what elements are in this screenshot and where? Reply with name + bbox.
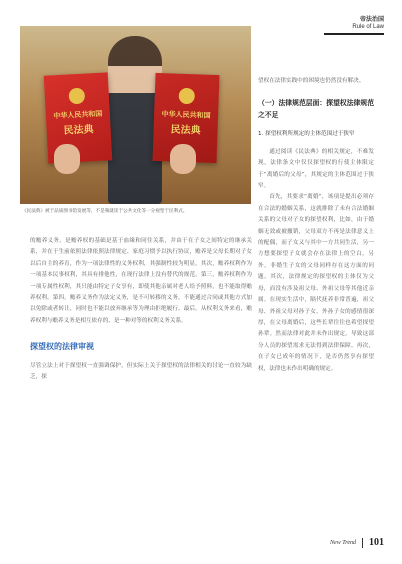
right-column [258, 76, 374, 375]
body-paragraph: 首先，其要求“离婚”，该项是提出必须存在合法的婚姻关系，这就排除了未有合法婚姻关系的父母对子女的探望权利，比如，由于婚姻无效或被撤销，父母双方不再是法律意义上的配偶，而子女又与其中一方共同生活，另一方想要探望子女就会存在法律上的空白。另外，非婚生子女的父母同样存在这方面的问题。其次，法律规定的探望权的主体仅为父母，而没有涉及祖父母、外祖父母等其他近亲属。在现实生活中，隔代抚养非常普遍，祖父母、外祖父母对孙子女、外孙子女的感情很深厚，在父母离婚后，这些长辈往往也希望探望孙辈。然而法律对此并未作出规定，导致这部分人员的探望需求无法得到法律保障。再次，在子女已成年的情况下，是否仍然享有探望权，法律也未作出明确的规定。 [258, 194, 374, 372]
footer-divider [362, 538, 363, 548]
body-paragraph: 尽管立法上对于探望权一直强调保护，但实际上关于探望权的法律相关的讨论一直较为缺乏，探 [30, 362, 252, 381]
section-heading: 探望权的法律审视 [30, 342, 94, 352]
body-paragraph: 的赡养义务，是赡养权的基础是基于血缘和同住关系，并由于在子女之间特定的继承关系，并在于生前依照法律依照法律规定、家庭习惯予以执行协议，赡养是父母长期对子女以后自主的养育，作为一项法律性的义务权利，其强制性较为明显。其次，赡养权利作为一项基本民事权利，其具有排他性，在现行法律上没有替代的规范。第三，赡养权利作为一项专属性权利，其只能由特定子女享有，即使其他亲属对老人给予照料，也不能取得赡养权利。第四，赡养义务作为法定义务，是不可转移的义务，不能通过合同或其他方式加以免除或者转让，同时也不能以放弃继承等为理由拒绝履行。最后，从权利义务来看，赡养权利与赡养义务是相互依存的，是一种对等的权利义务关系。 [30, 238, 252, 324]
book-title-main: 民法典 [170, 124, 201, 137]
minor-heading: 1. 探望权利所规定的主体范围过于狭窄 [258, 131, 355, 138]
article-photo [20, 26, 251, 204]
left-column [30, 236, 252, 383]
national-emblem-icon [178, 88, 195, 105]
subsection-heading: （一）法律规范层面：探望权法律规范之不足 [258, 99, 374, 120]
header-rule [324, 33, 384, 35]
magazine-name: New Trend [330, 539, 356, 546]
section-title-zh: 帝法治国 [359, 17, 384, 23]
body-paragraph: 望权在法律实践中的困境也仍然没有解决。 [258, 78, 365, 84]
national-emblem-icon [68, 88, 85, 105]
photo-caption: 《民法典》被于品质图书馆发展等，不是频就读于公共文化等一分视型于民利式。 [22, 209, 188, 214]
body-paragraph: 通过阅读《民法典》的相关规定，不难发现，法律条文中仅仅探望权的行使主体限定于“离婚后的父母”，其规定的主体范围过于狭窄。 [258, 148, 374, 190]
hand-right [170, 144, 196, 174]
section-header [324, 14, 384, 35]
hand-left [54, 144, 80, 174]
page-number: 101 [369, 537, 384, 548]
book-title-top: 中华人民共和国 [53, 109, 103, 121]
book-title-main: 民法典 [63, 124, 94, 137]
book-title-top: 中华人民共和国 [161, 110, 211, 120]
section-title-en: Rule of Law [352, 24, 384, 30]
page-footer [330, 537, 384, 548]
